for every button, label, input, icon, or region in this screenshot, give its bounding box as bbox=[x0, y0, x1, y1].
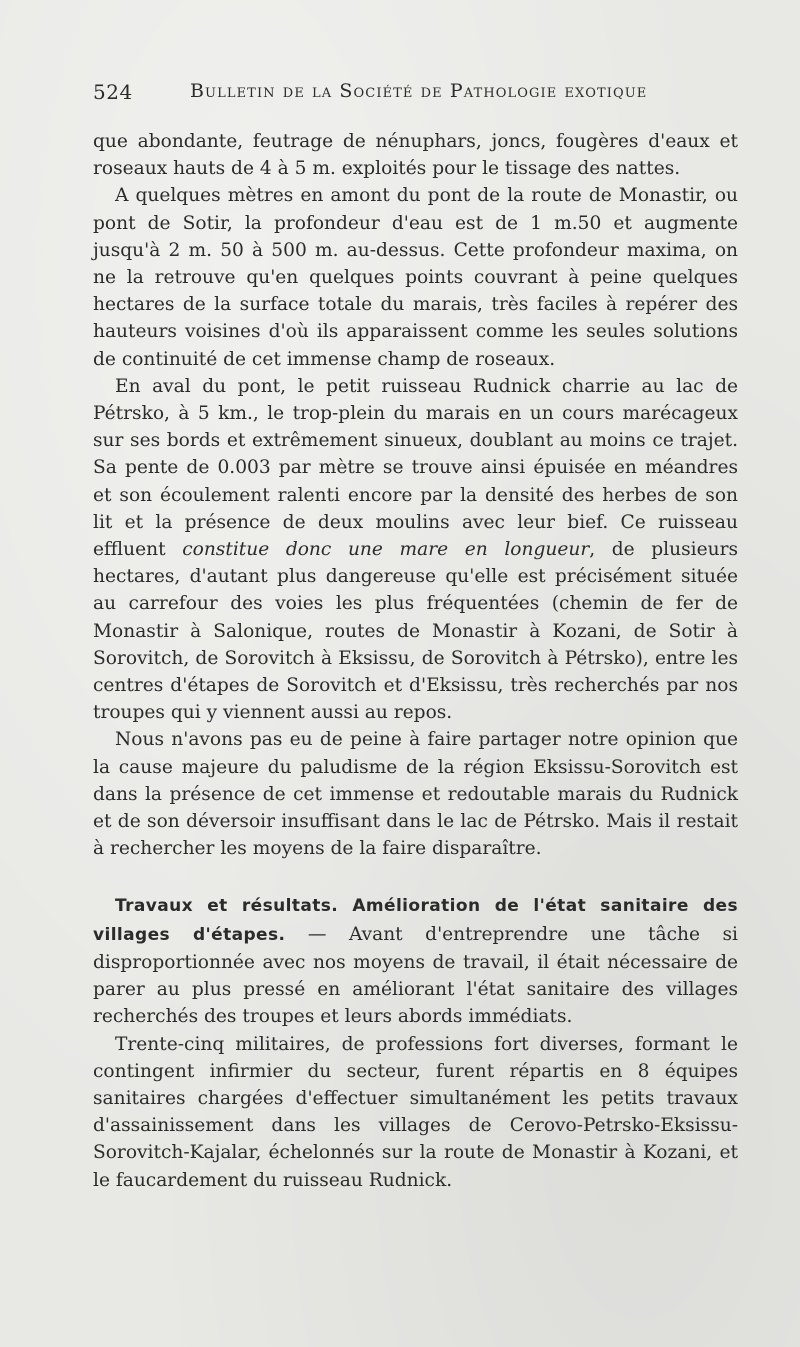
paragraph-3-text-end: , de plusieurs hectares, d'autant plus dangereuse qu'elle est précisément située au carrefour des voies les plus fréquentées (chemin de fer de Monastir à Salonique, routes de Monastir à Kozani, de Sotir à Sorovitch, de Sorovitch à Eksissu, de Sorovitch à Pétrsko), entre les centres d'étapes de Sorovitch et d'Eksissu, très recherchés par nos troupes qui y viennent aussi au repos. bbox=[93, 539, 739, 724]
paragraph-5-text: — Avant d'entreprendre une tâche si disproportionnée avec nos moyens de travail, il était nécessaire de parer au plus pressé en améliorant l'état sanitaire des villages recherchés des troupes et leurs abords immédiats. bbox=[93, 923, 738, 1028]
section-title: Travaux et résultats. Amélioration de l'état sanitaire des villages d'étapes. bbox=[93, 896, 738, 945]
paragraph-2: A quelques mètres en amont du pont de la route de Monastir, ou pont de Sotir, la profondeur d'eau est de 1 m.50 et augmente jusqu'à 2 m. 50 à 500 m. au-dessus. Cette profondeur maxima, on ne la retrouve qu'en quelques points couvrant à peine quelques hectares de la surface totale du marais, très faciles à repérer des hauteurs voisines d'où ils apparaissent comme les seules solutions de continuité de cet immense champ de roseaux. bbox=[93, 185, 738, 370]
section-spacer bbox=[93, 862, 738, 892]
paragraph-6: Trente-cinq militaires, de professions fort diverses, formant le contingent infirmier du secteur, furent répartis en 8 équipes sanitaires chargées d'effectuer simultanément les petits travaux d'assainissement dans les villages de Cerovo-Petrsko-Eksissu-Sorovitch-Kajalar, échelonnés sur la route de Monastir à Kozani, et le faucardement du ruisseau Rudnick. bbox=[93, 1033, 738, 1191]
paragraph-3 bbox=[93, 373, 738, 727]
paragraph-4: Nous n'avons pas eu de peine à faire partager notre opinion que la cause majeure du paludisme de la région Eksissu-Sorovitch est dans la présence de cet immense et redoutable marais du Rudnick et de son déversoir insuffisant dans le lac de Pétrsko. Mais il restait à rechercher les moyens de la faire disparaître. bbox=[93, 729, 738, 860]
paragraph-1: que abondante, feutrage de nénuphars, joncs, fougères d'eaux et roseaux hauts de 4 à 5 m. exploités pour le tissage des nattes. bbox=[93, 131, 738, 180]
page-header bbox=[93, 80, 728, 110]
paragraph-5 bbox=[93, 892, 738, 1030]
running-title: Bulletin de la Société de Pathologie exotique bbox=[190, 80, 648, 102]
page-number: 524 bbox=[93, 80, 133, 104]
paragraph-3-text-start: En aval du pont, le petit ruisseau Rudnick charrie au lac de Pétrsko, à 5 km., le trop-plein du marais en un cours marécageux sur ses bords et extrêmement sinueux, doublant au moins ce trajet. Sa pente de 0.003 par mètre se trouve ainsi épuisée en méandres et son écoulement ralenti encore par la densité des herbes de son lit et la présence de deux moulins avec leur bief. Ce ruisseau effluent bbox=[93, 375, 738, 561]
body-text bbox=[93, 128, 738, 1194]
paragraph-3-italic-phrase: constitue donc une mare en longueur bbox=[182, 539, 590, 561]
